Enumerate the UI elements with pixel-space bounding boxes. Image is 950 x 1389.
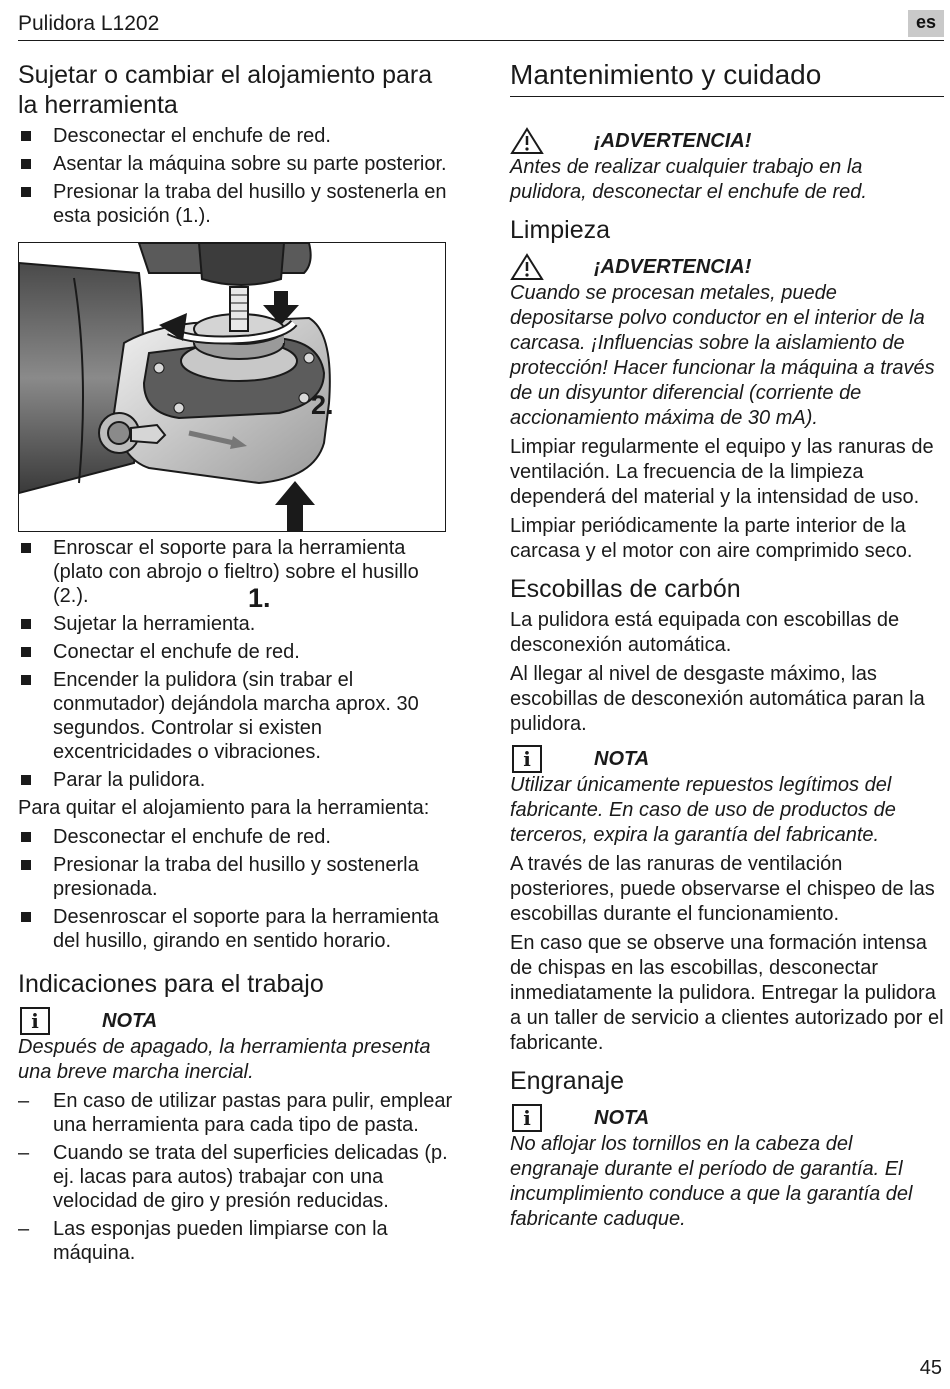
warning-label: ¡ADVERTENCIA!: [594, 255, 752, 278]
steps-list-b: [18, 536, 458, 792]
note-label: NOTA: [102, 1009, 158, 1032]
info-icon: i: [510, 1104, 544, 1132]
list-item: – Cuando se trata del superficies delicadas (p. ej. lacas para autos) trabajar con una velocidad de giro y presión reducidas.: [18, 1141, 458, 1213]
heading-carbon-brushes: Escobillas de carbón: [510, 575, 741, 603]
polisher-drawing: [19, 243, 445, 531]
list-item: Conectar el enchufe de red.: [18, 640, 458, 664]
note-text: No aflojar los tornillos en la cabeza del engranaje durante el período de garantía. El incumplimiento conduce a que la garantía del fabricante caduque.: [510, 1133, 913, 1230]
list-item: Desconectar el enchufe de red.: [18, 124, 458, 148]
header-title: Pulidora L1202: [18, 12, 160, 35]
list-item: Desconectar el enchufe de red.: [18, 825, 458, 849]
list-item: Presionar la traba del husillo y sostenerla en esta posición (1.).: [18, 180, 458, 228]
warning-label: ¡ADVERTENCIA!: [594, 129, 752, 152]
list-item: Encender la pulidora (sin trabar el conmutador) dejándola marcha aprox. 30 segundos. Controlar si existen excentricidades o vibraciones.: [18, 668, 458, 764]
warning-triangle-icon: [510, 253, 544, 281]
left-column: [18, 60, 458, 1265]
list-item: Presionar la traba del husillo y sostenerla presionada.: [18, 853, 458, 901]
remove-intro: Para quitar el alojamiento para la herramienta:: [18, 797, 430, 819]
steps-list-c: [18, 825, 458, 953]
note-label: NOTA: [594, 1106, 650, 1129]
list-item: Desenroscar el soporte para la herramienta del husillo, girando en sentido horario.: [18, 905, 458, 953]
cleaning-paragraph: Limpiar regularmente el equipo y las ranuras de ventilación. La frecuencia de la limpieza dependerá del material y la intensidad de uso.: [510, 436, 934, 508]
note-text: Después de apagado, la herramienta presenta una breve marcha inercial.: [18, 1036, 431, 1083]
list-item: – Las esponjas pueden limpiarse con la máquina.: [18, 1217, 458, 1265]
heading-cleaning: Limpieza: [510, 216, 611, 244]
page-number: 45: [919, 1357, 942, 1379]
page-header: [18, 10, 944, 41]
cleaning-paragraph: Limpiar periódicamente la parte interior de la carcasa y el motor con aire comprimido seco.: [510, 515, 913, 562]
brushes-paragraph: La pulidora está equipada con escobillas de desconexión automática.: [510, 609, 900, 656]
brushes-paragraph: En caso que se observe una formación intensa de chispas en las escobillas, desconectar inmediatamente la pulidora. Entregar la pulidora a un taller de servicio a clientes autorizado por el fabricante.: [510, 932, 944, 1054]
note-header: [510, 1104, 944, 1132]
note-header: [18, 1007, 458, 1035]
work-indications-list: [18, 1089, 458, 1265]
warning-triangle-icon: [510, 127, 544, 155]
list-item: Enroscar el soporte para la herramienta (plato con abrojo o fieltro) sobre el husillo (2.).: [18, 536, 458, 608]
warning-text: Antes de realizar cualquier trabajo en la pulidora, desconectar el enchufe de red.: [510, 156, 867, 203]
steps-list-a: [18, 124, 458, 228]
list-item: Asentar la máquina sobre su parte posterior.: [18, 152, 458, 176]
language-badge: es: [908, 10, 944, 37]
list-item: – En caso de utilizar pastas para pulir, emplear una herramienta para cada tipo de pasta.: [18, 1089, 458, 1137]
heading-maintenance: Mantenimiento y cuidado: [510, 60, 944, 97]
right-column: [510, 60, 944, 1232]
info-icon: i: [18, 1007, 52, 1035]
note-text: Utilizar únicamente repuestos legítimos del fabricante. En caso de uso de productos de terceros, expira la garantía del fabricante.: [510, 774, 896, 846]
note-label: NOTA: [594, 747, 650, 770]
warning-header: [510, 253, 944, 281]
list-item: Parar la pulidora.: [18, 768, 458, 792]
heading-tool-holder: Sujetar o cambiar el alojamiento para la herramienta: [18, 61, 433, 119]
figure-label-2: 2.: [311, 390, 334, 420]
list-item: Sujetar la herramienta.: [18, 612, 458, 636]
note-header: [510, 745, 944, 773]
heading-work-indications: Indicaciones para el trabajo: [18, 970, 324, 998]
polisher-illustration: 1. 2.: [18, 242, 446, 532]
heading-gearbox: Engranaje: [510, 1067, 624, 1095]
warning-header: [510, 127, 944, 155]
brushes-paragraph: A través de las ranuras de ventilación posteriores, puede observarse el chispeo de las escobillas durante el funcionamiento.: [510, 853, 935, 925]
brushes-paragraph: Al llegar al nivel de desgaste máximo, las escobillas de desconexión automática paran la pulidora.: [510, 663, 925, 735]
info-icon: i: [510, 745, 544, 773]
warning-text: Cuando se procesan metales, puede depositarse polvo conductor en el interior de la carcasa. ¡Influencias sobre la aislamiento de protección! Hacer funcionar la máquina a través de un disyuntor diferencial (corriente de accionamiento máxima de 30 mA).: [510, 282, 935, 429]
